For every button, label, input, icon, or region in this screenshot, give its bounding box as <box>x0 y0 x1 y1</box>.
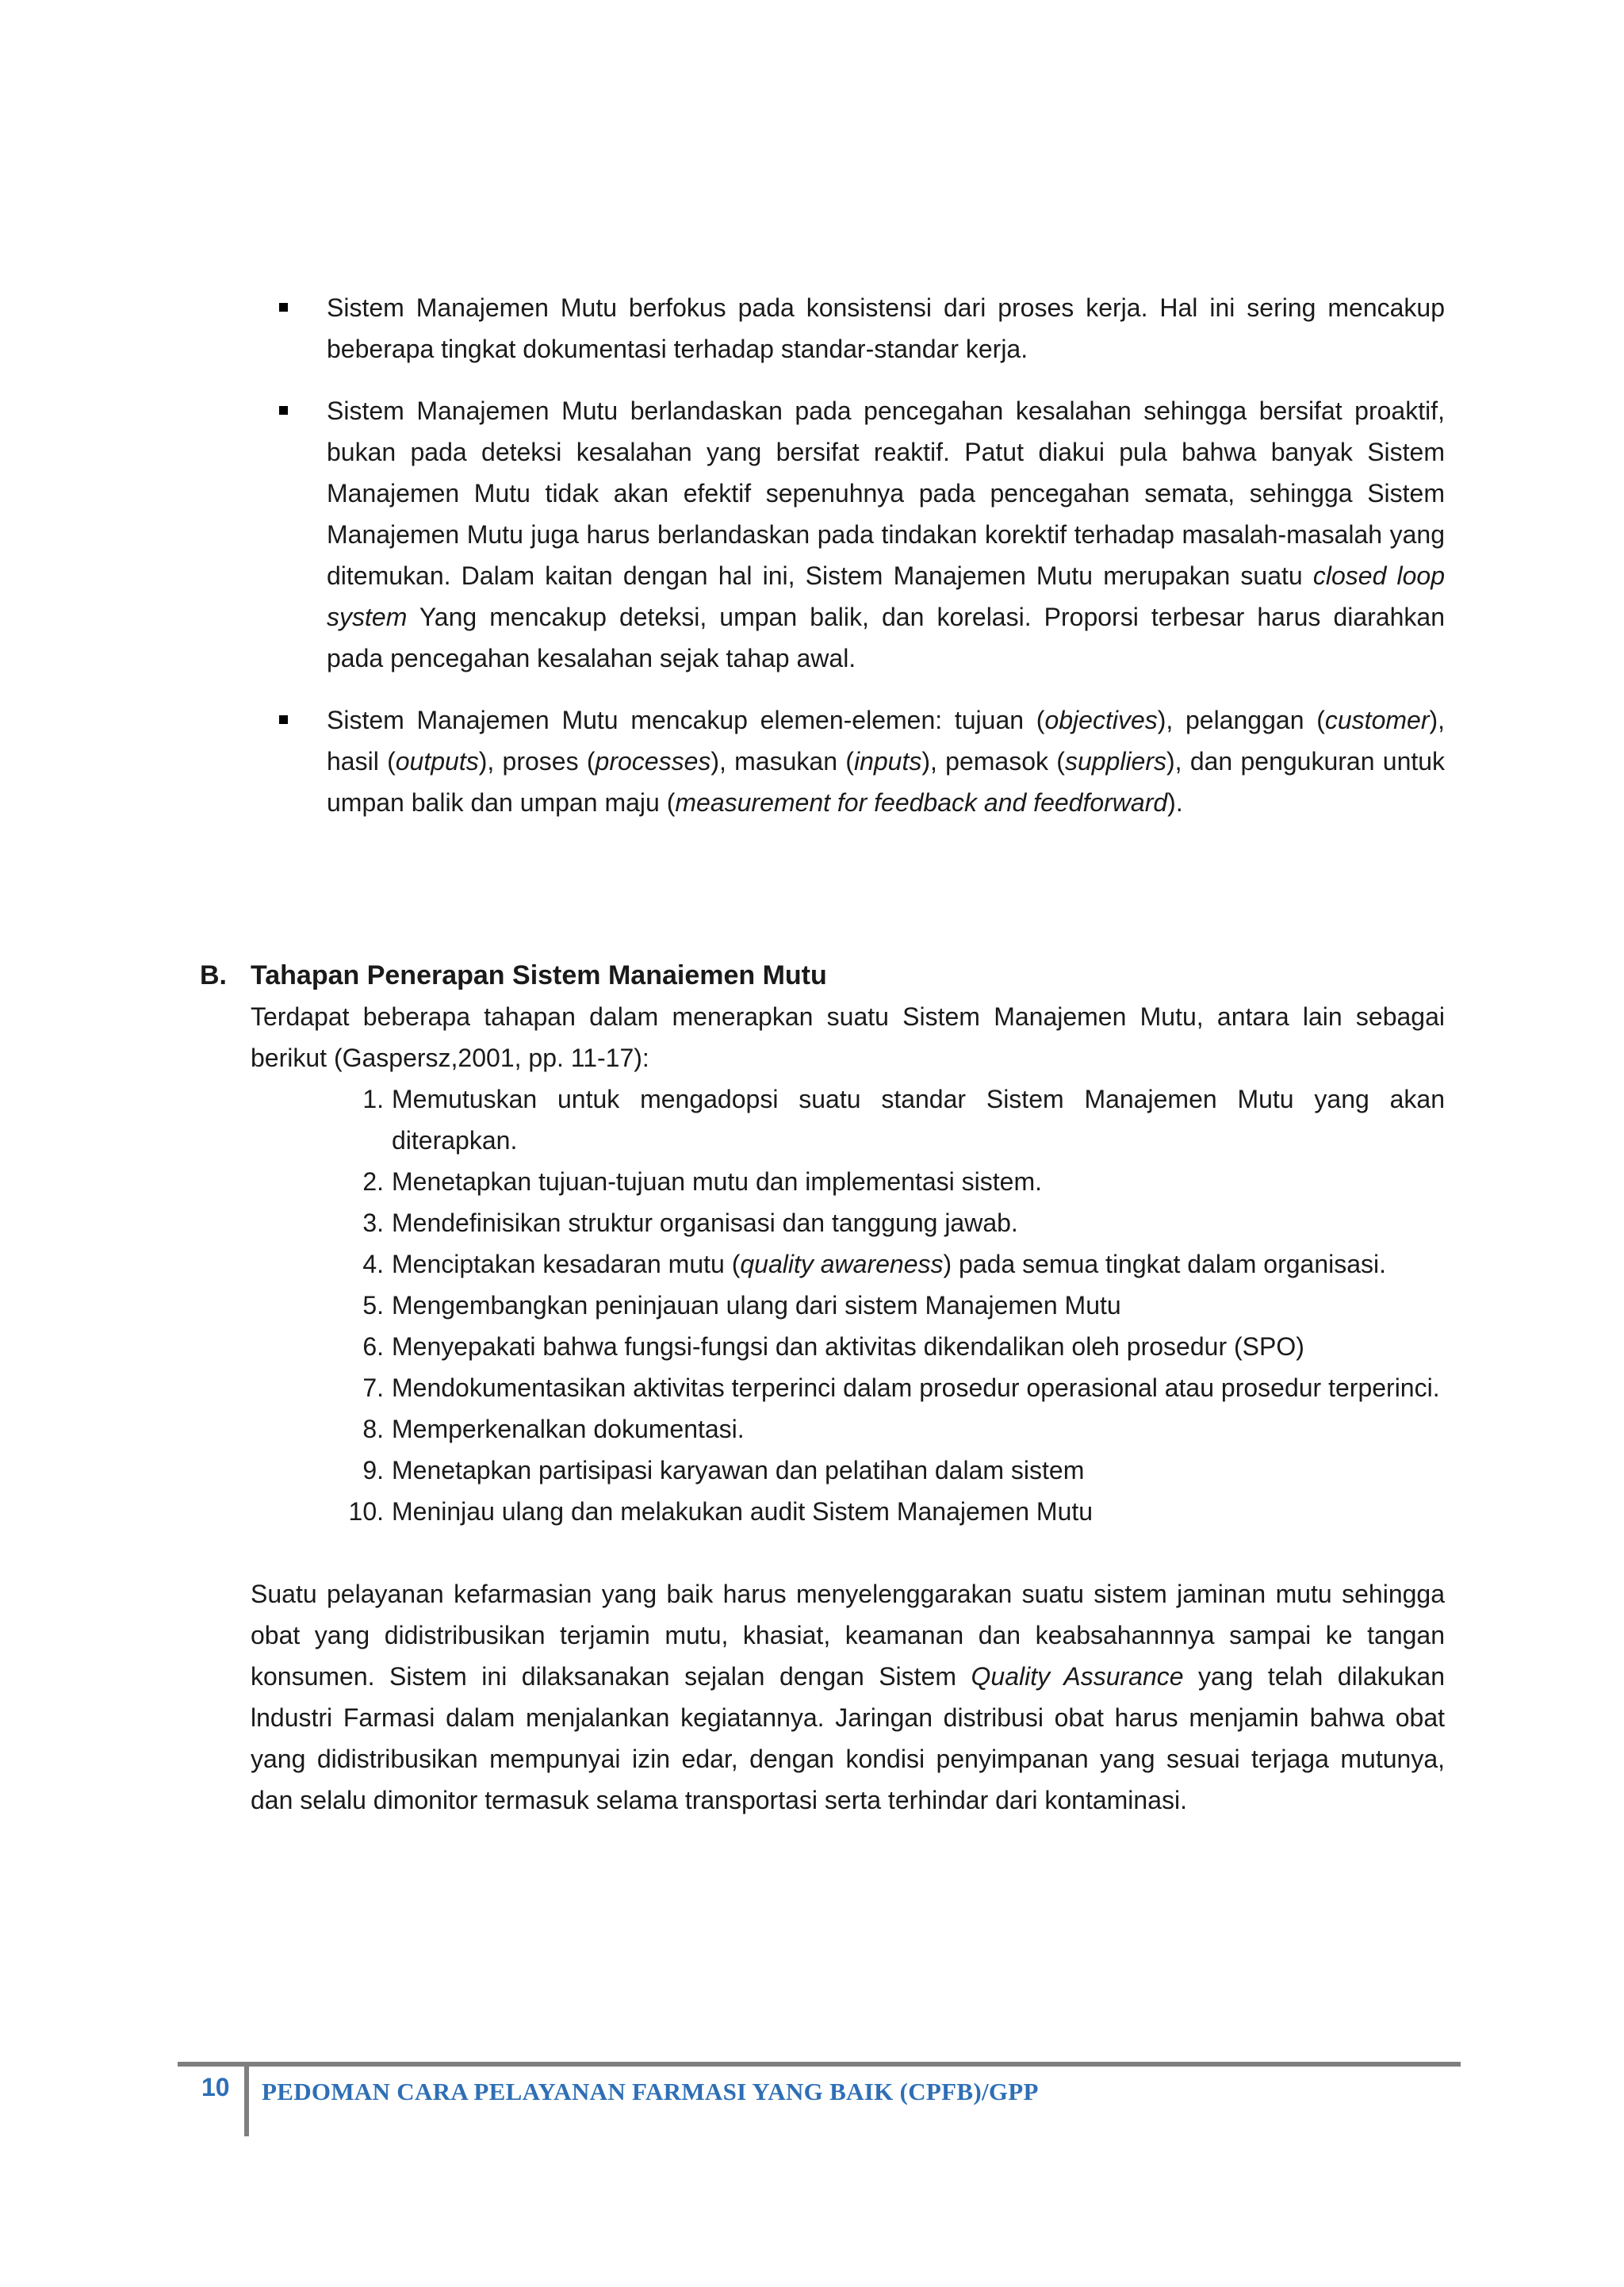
step-number: 1. <box>362 1085 384 1113</box>
footer-divider <box>244 2067 249 2136</box>
footer-rule <box>178 2062 1461 2067</box>
step-number: 7. <box>362 1373 384 1402</box>
step-item <box>335 1367 1445 1408</box>
step-item <box>335 1450 1445 1491</box>
bullet-list <box>279 287 1445 844</box>
bullet-text: Sistem Manajemen Mutu mencakup elemen-elemen: tujuan (objectives), pelanggan (customer), hasil (outputs), proses (processes), masukan (inputs), pemasok (suppliers), dan pengukuran untuk umpan balik dan umpan maju (measurement for feedback and feedforward). <box>327 706 1446 817</box>
step-item <box>335 1161 1445 1202</box>
step-text: Menetapkan partisipasi karyawan dan pelatihan dalam sistem <box>392 1456 1085 1484</box>
footer-title: PEDOMAN CARA PELAYANAN FARMASI YANG BAIK (CPFB)/GPP <box>262 2078 1039 2105</box>
step-text: Meninjau ulang dan melakukan audit Sistem Manajemen Mutu <box>392 1497 1094 1526</box>
step-item <box>335 1491 1445 1532</box>
step-text: Memperkenalkan dokumentasi. <box>392 1415 745 1443</box>
step-item <box>335 1285 1445 1326</box>
step-text: Memutuskan untuk mengadopsi suatu standar Sistem Manajemen Mutu yang akan diterapkan. <box>392 1085 1445 1155</box>
step-number: 8. <box>362 1415 384 1443</box>
steps-list <box>335 1078 1445 1532</box>
step-number: 5. <box>362 1291 384 1320</box>
section-intro: Terdapat beberapa tahapan dalam menerapkan suatu Sistem Manajemen Mutu, antara lain sebagai berikut (Gaspersz,2001, pp. 11-17): <box>251 1002 1445 1072</box>
bullet-text: Sistem Manajemen Mutu berfokus pada konsistensi dari proses kerja. Hal ini sering mencakup beberapa tingkat dokumentasi terhadap standar-standar kerja. <box>327 293 1445 363</box>
section-letter: B. <box>200 960 227 990</box>
step-text: Menetapkan tujuan-tujuan mutu dan implementasi sistem. <box>392 1167 1042 1196</box>
square-bullet-icon <box>279 303 288 312</box>
step-item <box>335 1326 1445 1367</box>
bullet-item <box>279 287 1445 370</box>
step-text: Mendefinisikan struktur organisasi dan tanggung jawab. <box>392 1209 1018 1237</box>
bullet-text: Sistem Manajemen Mutu berlandaskan pada pencegahan kesalahan sehingga bersifat proaktif, bukan pada deteksi kesalahan yang bersifat reaktif. Patut diakui pula bahwa banyak Sistem Manajemen Mutu tidak akan efektif sepenuhnya pada pencegahan semata, sehingga Sistem Manajemen Mutu juga harus berlandaskan pada tindakan korektif terhadap masalah-masalah yang ditemukan. Dalam kaitan dengan hal ini, Sistem Manajemen Mutu merupakan suatu closed loop system Yang mencakup deteksi, umpan balik, dan korelasi. Proporsi terbesar harus diarahkan pada pencegahan kesalahan sejak tahap awal. <box>327 396 1446 672</box>
section-heading <box>200 955 1445 996</box>
step-text: Menyepakati bahwa fungsi-fungsi dan aktivitas dikendalikan oleh prosedur (SPO) <box>392 1332 1304 1361</box>
step-number: 2. <box>362 1167 384 1196</box>
step-item <box>335 1243 1445 1285</box>
step-text: Menciptakan kesadaran mutu (quality awareness) pada semua tingkat dalam organisasi. <box>392 1250 1387 1278</box>
step-item <box>335 1078 1445 1161</box>
bullet-item <box>279 699 1445 823</box>
closing-paragraph: Suatu pelayanan kefarmasian yang baik harus menyelenggarakan suatu sistem jaminan mutu sehingga obat yang didistribusikan terjamin mutu, khasiat, keamanan dan keabsahannnya sampai ke tangan konsumen. Sistem ini dilaksanakan sejalan dengan Sistem Quality Assurance yang telah dilakukan lndustri Farmasi dalam menjalankan kegiatannya. Jaringan distribusi obat harus menjamin bahwa obat yang didistribusikan mempunyai izin edar, dengan kondisi penyimpanan yang sesuai terjaga mutunya, dan selalu dimonitor termasuk selama transportasi serta terhindar dari kontaminasi. <box>251 1580 1446 1814</box>
page-number: 10 <box>201 2073 230 2101</box>
step-item <box>335 1408 1445 1450</box>
step-number: 4. <box>362 1250 384 1278</box>
step-number: 9. <box>362 1456 384 1484</box>
section-b <box>200 955 1445 1821</box>
step-number: 10. <box>348 1497 384 1526</box>
step-item <box>335 1202 1445 1243</box>
square-bullet-icon <box>279 715 288 724</box>
square-bullet-icon <box>279 406 288 415</box>
section-title: Tahapan Penerapan Sistem Manaiemen Mutu <box>251 960 827 990</box>
step-text: Mendokumentasikan aktivitas terperinci dalam prosedur operasional atau prosedur terperinci. <box>392 1373 1440 1402</box>
step-text: Mengembangkan peninjauan ulang dari sistem Manajemen Mutu <box>392 1291 1121 1320</box>
step-number: 3. <box>362 1209 384 1237</box>
step-number: 6. <box>362 1332 384 1361</box>
bullet-item <box>279 390 1445 679</box>
